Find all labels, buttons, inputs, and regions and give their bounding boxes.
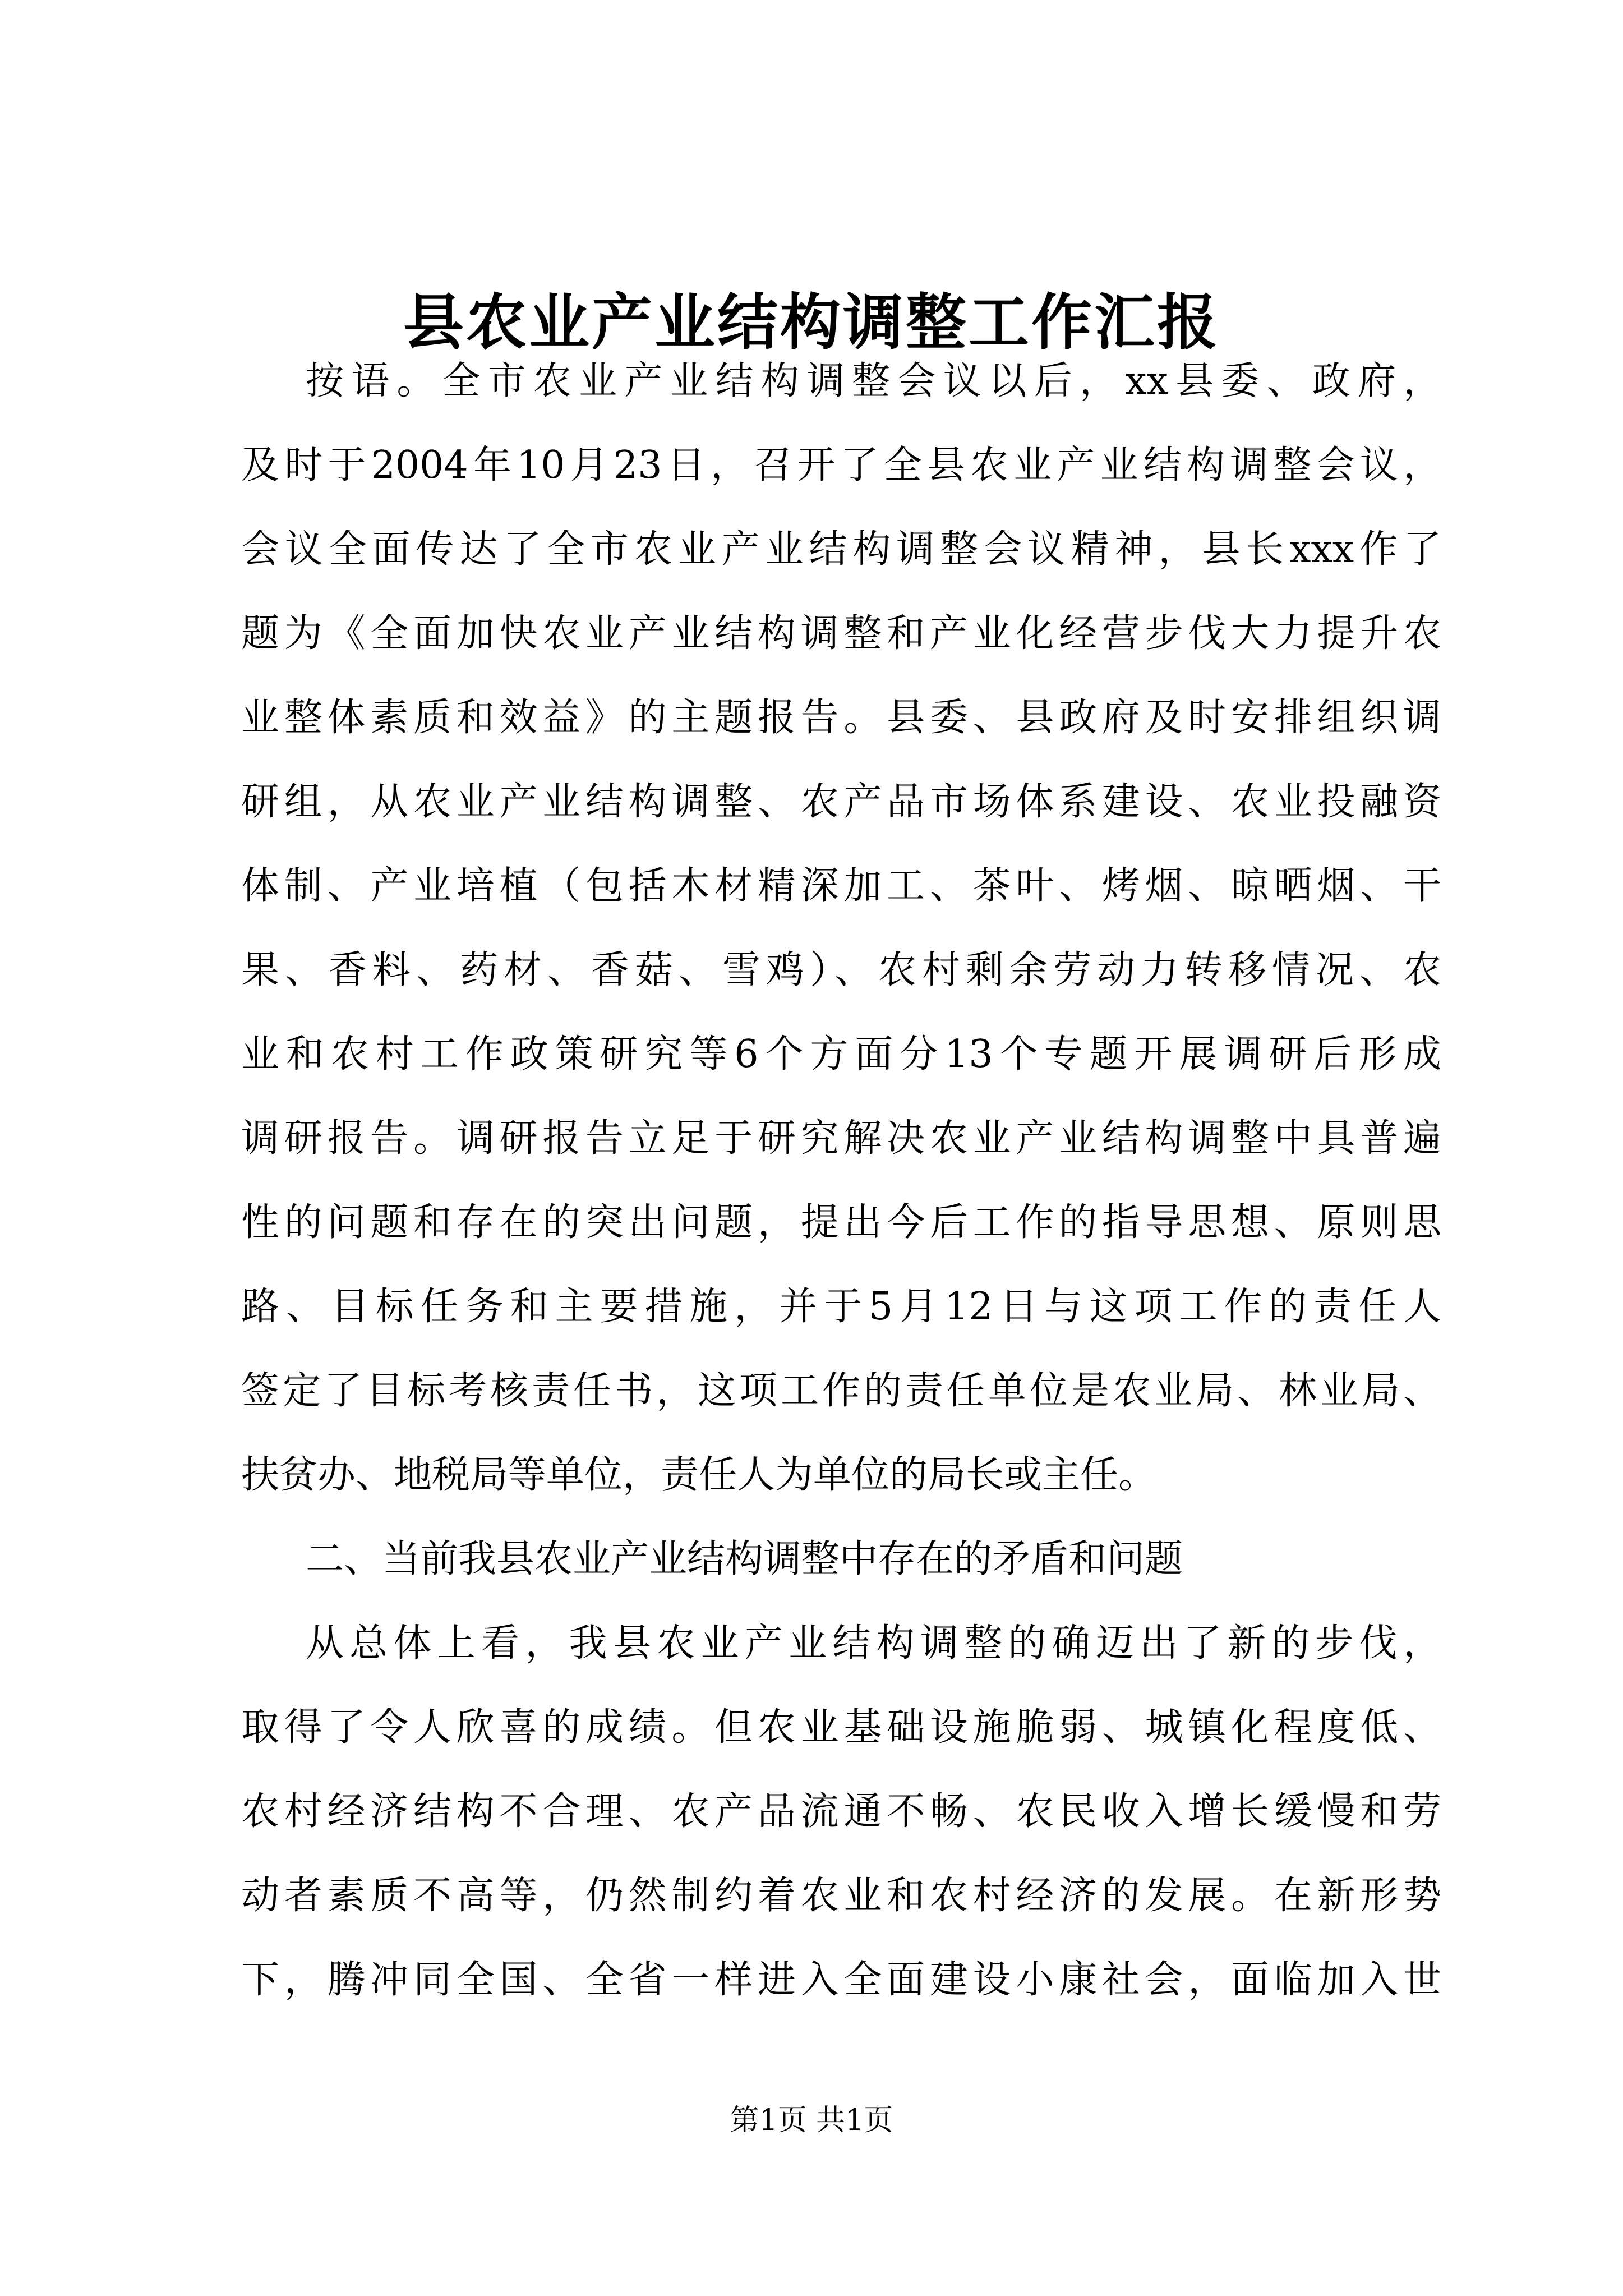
paragraph-line: 取得了令人欣喜的成绩。但农业基础设施脆弱、城镇化程度低、 (241, 1705, 1441, 1750)
paragraph-line: 题为《全面加快农业产业结构调整和产业化经营步伐大力提升农 (241, 611, 1441, 656)
paragraph-line: 研组，从农业产业结构调整、农产品市场体系建设、农业投融资 (241, 780, 1441, 824)
paragraph-line: 体制、产业培植（包括木材精深加工、茶叶、烤烟、晾晒烟、干 (241, 864, 1441, 908)
paragraph-line: 扶贫办、地税局等单位，责任人为单位的局长或主任。 (241, 1453, 1157, 1497)
paragraph-line: 动者素质不高等，仍然制约着农业和农村经济的发展。在新形势 (241, 1874, 1441, 1918)
paragraph-line: 签定了目标考核责任书，这项工作的责任单位是农业局、林业局、 (241, 1369, 1441, 1413)
section-heading: 二、当前我县农业产业结构调整中存在的矛盾和问题 (306, 1537, 1183, 1581)
paragraph-line: 业和农村工作政策研究等6个方面分13个专题开展调研后形成 (241, 1032, 1441, 1076)
paragraph-line: 路、目标任务和主要措施，并于5月12日与这项工作的责任人 (241, 1285, 1441, 1329)
document-title: 县农业产业结构调整工作汇报 (403, 287, 1220, 358)
paragraph-line: 果、香料、药材、香菇、雪鸡）、农村剩余劳动力转移情况、农 (241, 948, 1441, 992)
page-footer: 第1页 共1页 (730, 2104, 893, 2137)
paragraph-line: 调研报告。调研报告立足于研究解决农业产业结构调整中具普遍 (241, 1116, 1441, 1161)
paragraph-line: 从总体上看，我县农业产业结构调整的确迈出了新的步伐， (306, 1621, 1441, 1665)
paragraph-line: 及时于2004年10月23日，召开了全县农业产业结构调整会议， (241, 443, 1441, 487)
paragraph-line: 业整体素质和效益》的主题报告。县委、县政府及时安排组织调 (241, 696, 1441, 740)
paragraph-line: 按语。全市农业产业结构调整会议以后，xx县委、政府， (306, 359, 1441, 403)
paragraph-line: 下，腾冲同全国、全省一样进入全面建设小康社会，面临加入世 (241, 1958, 1441, 2002)
paragraph-line: 会议全面传达了全市农业产业结构调整会议精神，县长xxx作了 (241, 527, 1441, 572)
paragraph-line: 农村经济结构不合理、农产品流通不畅、农民收入增长缓慢和劳 (241, 1789, 1441, 1834)
paragraph-line: 性的问题和存在的突出问题，提出今后工作的指导思想、原则思 (241, 1200, 1441, 1245)
